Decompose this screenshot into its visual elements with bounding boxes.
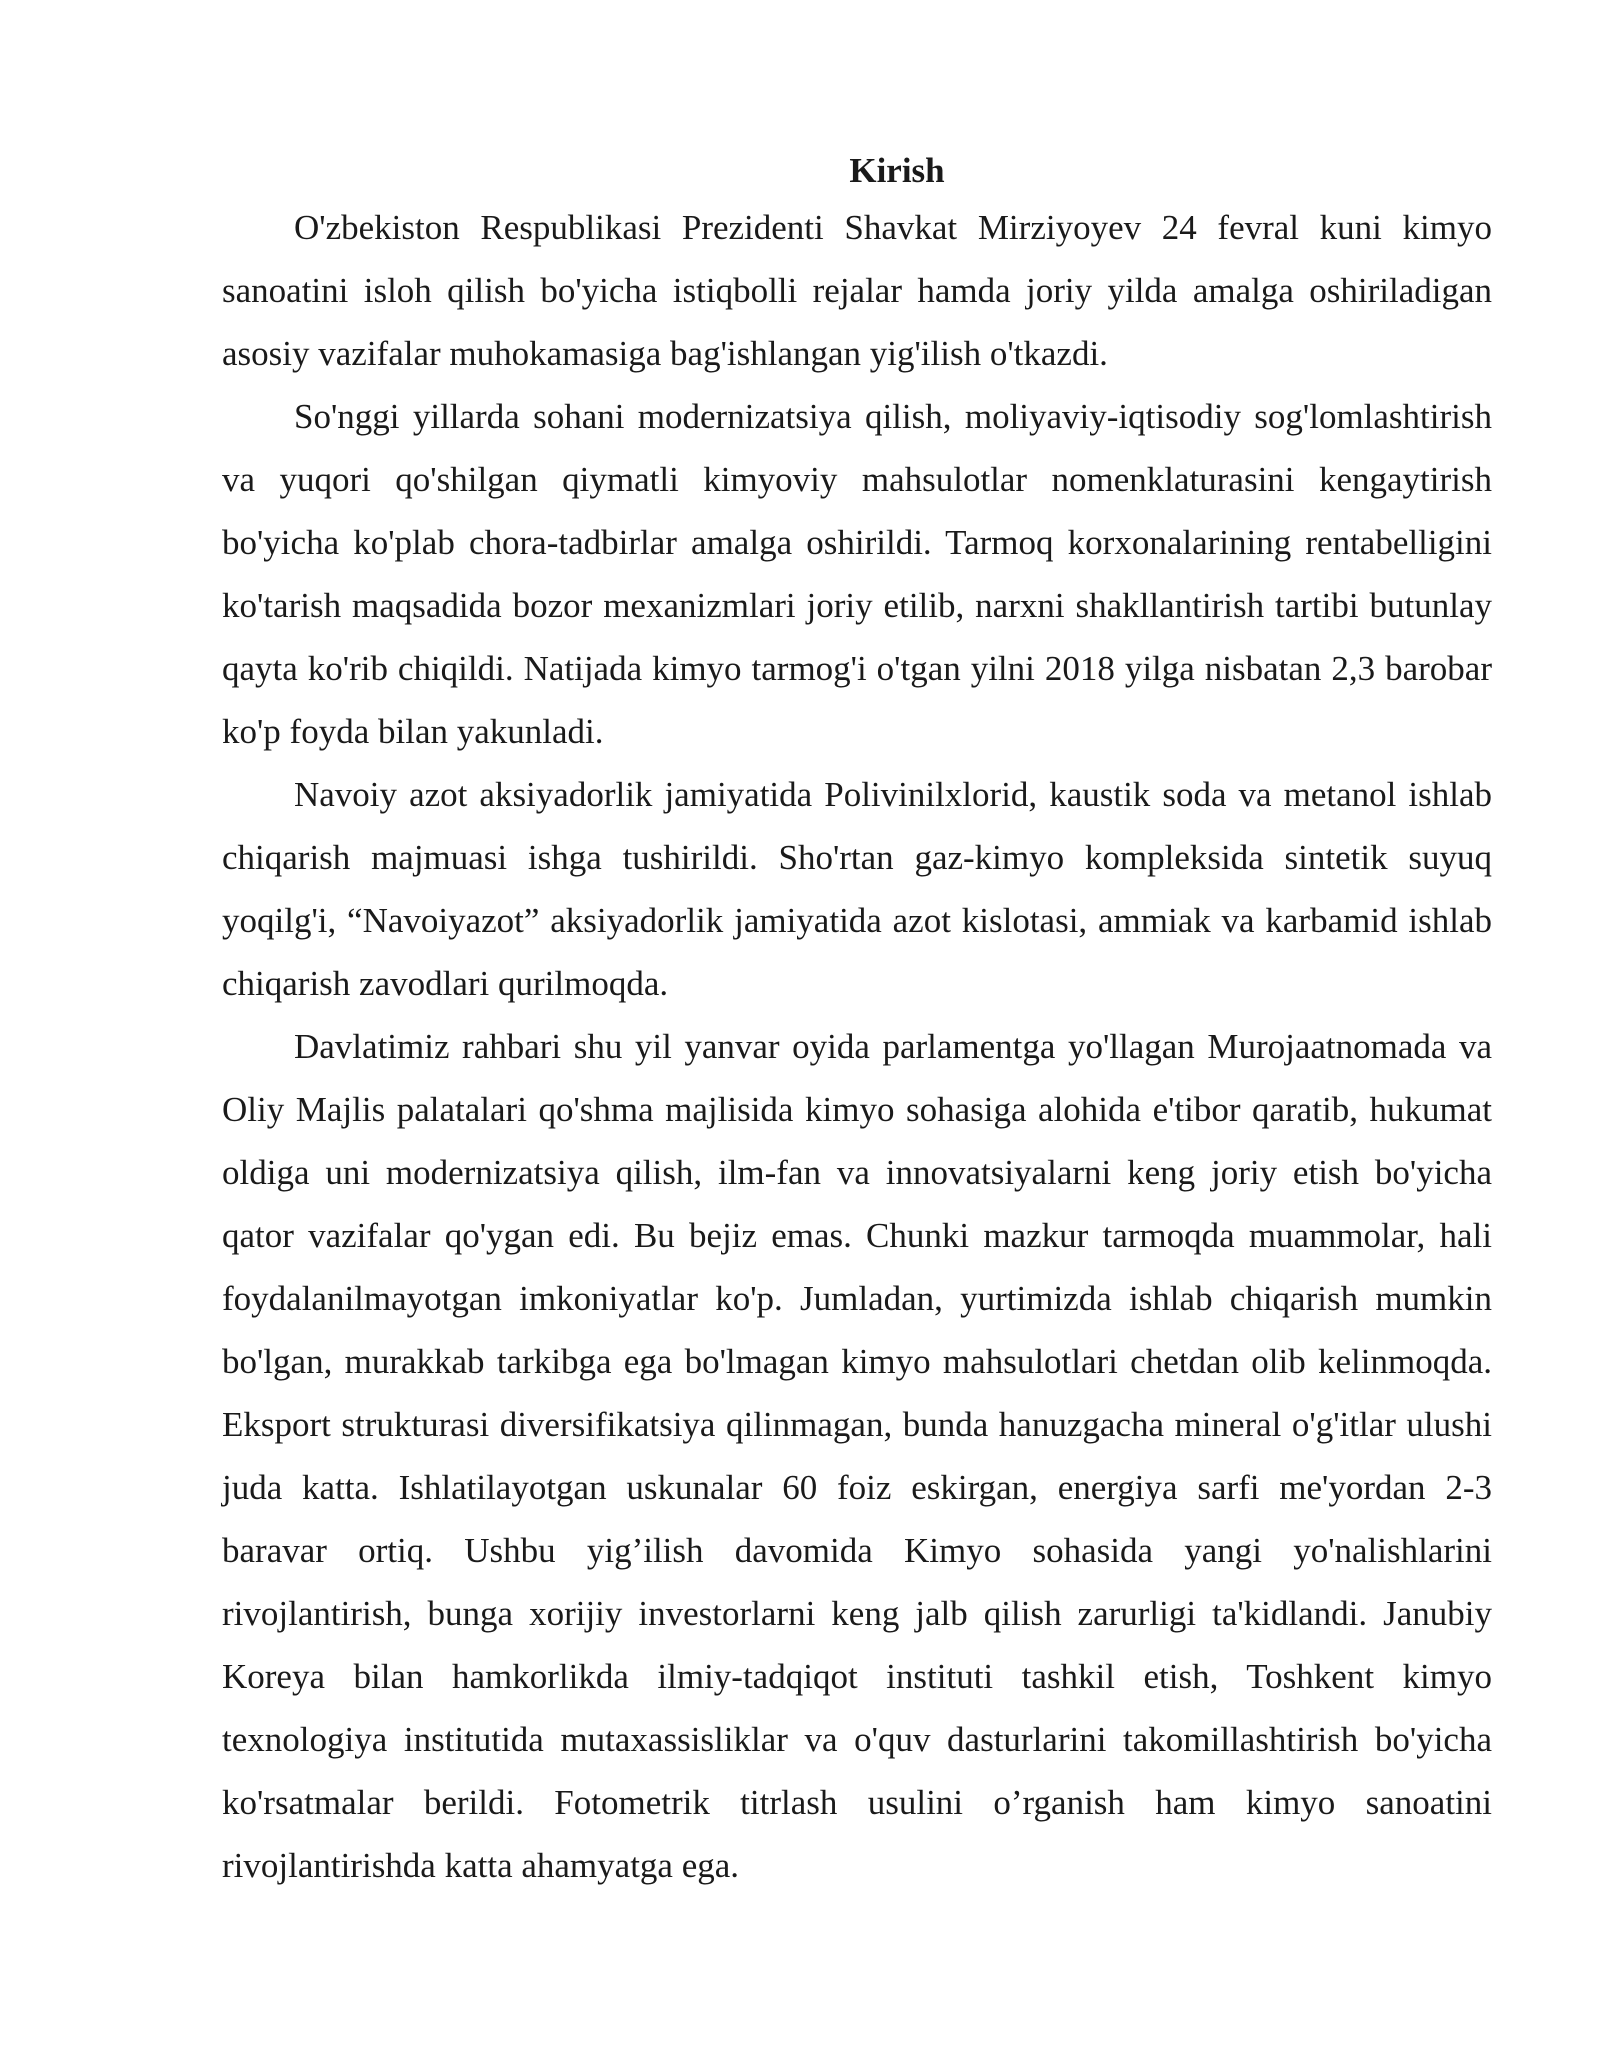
- paragraph-1: O'zbekiston Respublikasi Prezidenti Shavkat Mirziyoyev 24 fevral kuni kimyo sanoatini isloh qilish bo'yicha istiqbolli rejalar hamda joriy yilda amalga oshiriladigan asosiy vazifalar muhokamasiga bag'ishlangan yig'ilish o'tkazdi.: [222, 208, 1492, 373]
- document-title: Kirish: [849, 151, 945, 190]
- paragraph-3: Navoiy azot aksiyadorlik jamiyatida Polivinilxlorid, kaustik soda va metanol ishlab chiqarish majmuasi ishga tushirildi. Sho'rtan gaz-kimyo kompleksida sintetik suyuq yoqilg'i, “Navoiyazot” aksiyadorlik jamiyatida azot kislotasi, ammiak va karbamid ishlab chiqarish zavodlari qurilmoqda.: [222, 775, 1492, 1003]
- paragraph-2: So'nggi yillarda sohani modernizatsiya qilish, moliyaviy-iqtisodiy sog'lomlashtirish va yuqori qo'shilgan qiymatli kimyoviy mahsulotlar nomenklaturasini kengaytirish bo'yicha ko'plab chora-tadbirlar amalga oshirildi. Tarmoq korxonalarining rentabelligini ko'tarish maqsadida bozor mexanizmlari joriy etilib, narxni shakllantirish tartibi butunlay qayta ko'rib chiqildi. Natijada kimyo tarmog'i o'tgan yilni 2018 yilga nisbatan 2,3 barobar ko'p foyda bilan yakunladi.: [222, 397, 1492, 751]
- paragraph-4: Davlatimiz rahbari shu yil yanvar oyida parlamentga yo'llagan Murojaatnomada va Oliy Majlis palatalari qo'shma majlisida kimyo sohasiga alohida e'tibor qaratib, hukumat oldiga uni modernizatsiya qilish, ilm-fan va innovatsiyalarni keng joriy etish bo'yicha qator vazifalar qo'ygan edi. Bu bejiz emas. Chunki mazkur tarmoqda muammolar, hali foydalanilmayotgan imkoniyatlar ko'p. Jumladan, yurtimizda ishlab chiqarish mumkin bo'lgan, murakkab tarkibga ega bo'lmagan kimyo mahsulotlari chetdan olib kelinmoqda. Eksport strukturasi diversifikatsiya qilinmagan, bunda hanuzgacha mineral o'g'itlar ulushi juda katta. Ishlatilayotgan uskunalar 60 foiz eskirgan, energiya sarfi me'yordan 2-3 baravar ortiq. Ushbu yig’ilish davomida Kimyo sohasida yangi yo'nalishlarini rivojlantirish, bunga xorijiy investorlarni keng jalb qilish zarurligi ta'kidlandi. Janubiy Koreya bilan hamkorlikda ilmiy-tadqiqot instituti tashkil etish, Toshkent kimyo texnologiya institutida mutaxassisliklar va o'quv dasturlarini takomillashtirish bo'yicha ko'rsatmalar berildi. Fotometrik titrlash usulini o’rganish ham kimyo sanoatini rivojlantirishda katta ahamyatga ega.: [222, 1027, 1492, 1885]
- document-body: [222, 146, 1492, 1897]
